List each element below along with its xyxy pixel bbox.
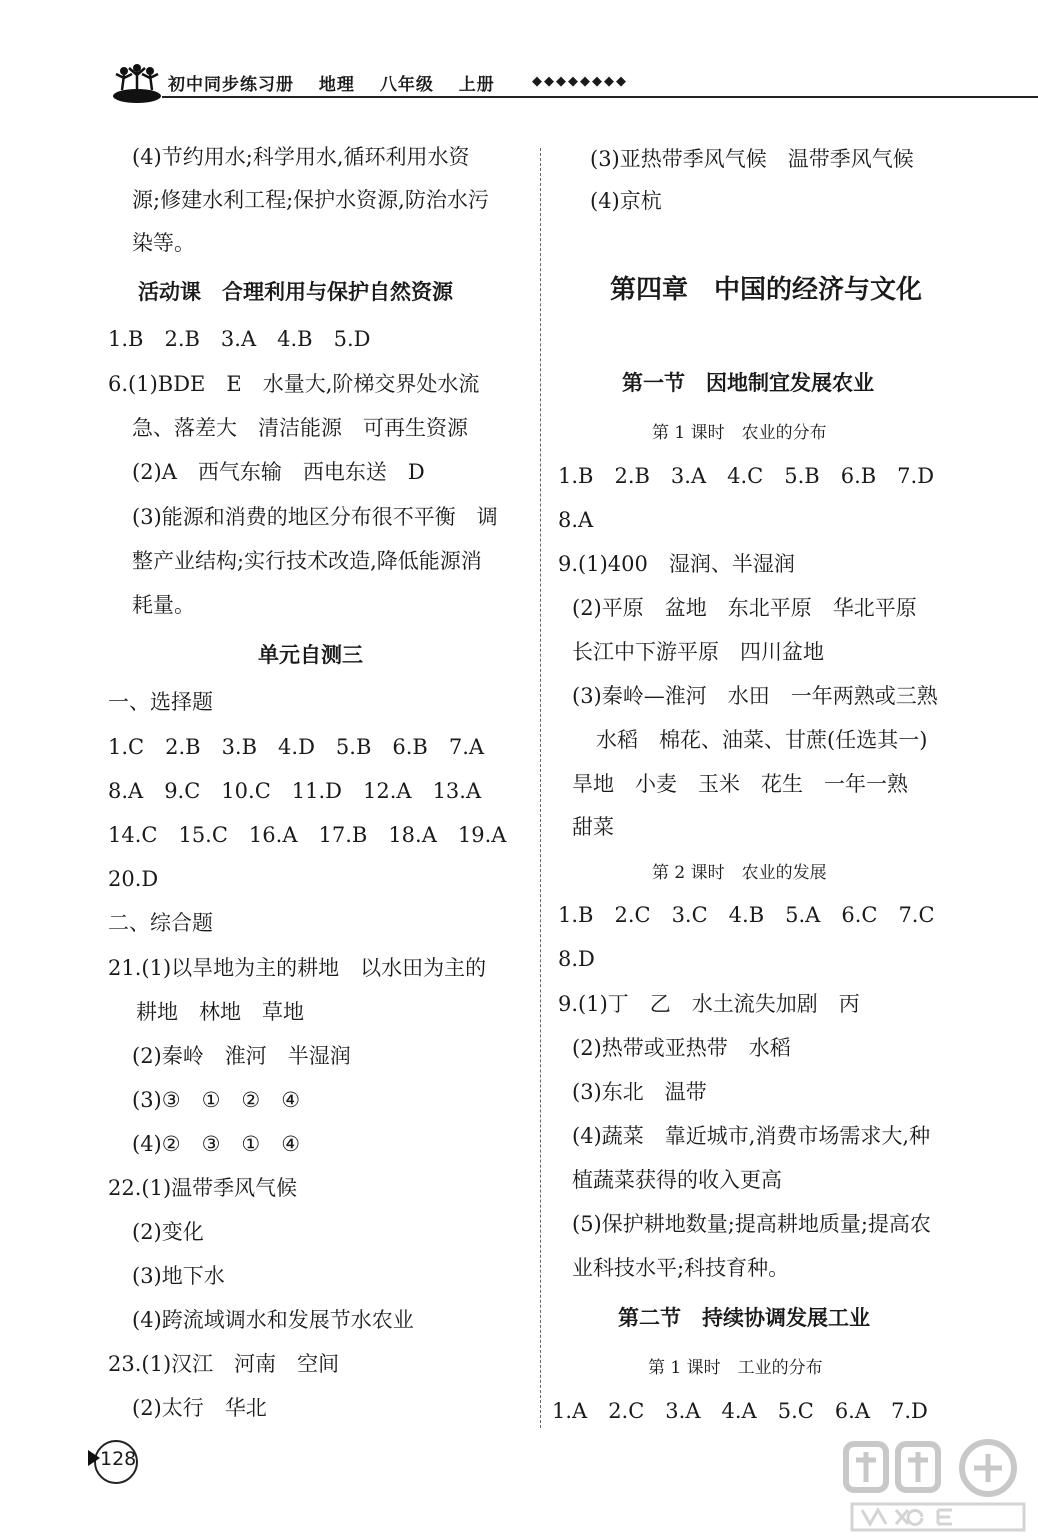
answer-line: (4)京杭 [590,189,662,213]
header-volume: 上册 [458,75,495,95]
answer-line: 耕地 林地 草地 [136,1000,304,1024]
unit-test-heading: 单元自测三 [258,643,363,667]
lesson-heading: 第 2 课时 农业的发展 [652,863,827,883]
answer-line: (5)保护耕地数量;提高耕地质量;提高农 [572,1212,931,1236]
section-heading: 第一节 因地制宜发展农业 [622,371,874,395]
page-number [88,1440,136,1488]
answer-line: 一、选择题 [108,690,213,714]
answer-line: 9.(1)400 湿润、半湿润 [558,552,795,576]
answer-line: (4)跨流域调水和发展节水农业 [132,1308,414,1332]
answer-line: 甜菜 [572,815,614,839]
answer-line: (2)变化 [132,1220,204,1244]
lesson-heading: 第 1 课时 工业的分布 [648,1358,823,1378]
answer-line: 1.B 2.B 3.A 4.B 5.D [108,327,371,351]
answer-line: 8.A [558,508,594,532]
lesson-heading: 第 1 课时 农业的分布 [652,423,827,443]
answer-line: 21.(1)以旱地为主的耕地 以水田为主的 [108,956,487,980]
answer-line: (3)秦岭—淮河 水田 一年两熟或三熟 [572,684,938,708]
section-heading: 第二节 持续协调发展工业 [618,1306,870,1330]
watermark-icon [842,1438,1032,1534]
column-divider [540,148,541,1428]
answer-line: 急、落差大 清洁能源 可再生资源 [132,416,468,440]
activity-heading: 活动课 合理利用与保护自然资源 [138,280,453,304]
answer-line: 8.A 9.C 10.C 11.D 12.A 13.A [108,779,482,803]
answer-line: 整产业结构;实行技术改造,降低能源消 [132,549,482,573]
answer-line: (2)热带或亚热带 水稻 [572,1036,791,1060]
header-title [168,70,513,95]
answer-line: (3)能源和消费的地区分布很不平衡 调 [132,505,498,529]
answer-line: 23.(1)汉江 河南 空间 [108,1352,340,1376]
header-grade: 八年级 [379,75,434,95]
watermark-logo [842,1438,1032,1534]
page-header [100,62,980,102]
answer-line: (4)蔬菜 靠近城市,消费市场需求大,种 [572,1124,931,1148]
book-logo-icon [112,62,162,104]
header-subject: 地理 [318,75,355,95]
answer-line: 二、综合题 [108,911,213,935]
answer-line: 1.B 2.B 3.A 4.C 5.B 6.B 7.D [558,464,935,488]
answer-line: 水稻 棉花、油菜、甘蔗(任选其一) [596,728,928,752]
answer-line: 14.C 15.C 16.A 17.B 18.A 19.A [108,823,507,847]
answer-line: (4)② ③ ① ④ [132,1132,301,1156]
answer-line: (3)东北 温带 [572,1080,707,1104]
answer-line: 1.A 2.C 3.A 4.A 5.C 6.A 7.D [552,1399,928,1423]
answer-line: 20.D [108,867,159,891]
answer-line: (4)节约用水;科学用水,循环利用水资 [132,145,470,169]
chapter-heading: 第四章 中国的经济与文化 [610,275,923,305]
answer-line: 6.(1)BDE E 水量大,阶梯交界处水流 [108,372,480,396]
answer-line: 1.B 2.C 3.C 4.B 5.A 6.C 7.C [558,903,935,927]
answer-line: (3)亚热带季风气候 温带季风气候 [590,147,914,171]
answer-line: 9.(1)丁 乙 水土流失加剧 丙 [558,992,860,1016]
answer-line: 1.C 2.B 3.B 4.D 5.B 6.B 7.A [108,735,485,759]
answer-line: 旱地 小麦 玉米 花生 一年一熟 [572,772,908,796]
answer-line: (2)A 西气东输 西电东送 D [132,460,425,484]
answer-line: 植蔬菜获得的收入更高 [572,1168,782,1192]
answer-line: 22.(1)温带季风气候 [108,1176,298,1200]
answer-line: (3)地下水 [132,1264,225,1288]
header-ornament: ◆◆◆◆◆◆◆◆ [532,74,628,89]
answer-line: (2)平原 盆地 东北平原 华北平原 [572,596,917,620]
answer-line: (3)③ ① ② ④ [132,1088,301,1112]
answer-line: 染等。 [132,231,195,255]
page-arrow-icon [88,1450,100,1466]
header-rule [162,96,1038,98]
answer-line: 源;修建水利工程;保护水资源,防治水污 [132,188,489,212]
answer-line: 耗量。 [132,593,195,617]
answer-line: 8.D [558,947,595,971]
answer-line: (2)太行 华北 [132,1396,267,1420]
answer-line: (2)秦岭 淮河 半湿润 [132,1044,351,1068]
header-book: 初中同步练习册 [168,75,294,95]
page-number-text: 128 [100,1448,137,1470]
answer-line: 业科技水平;科技育种。 [572,1256,790,1280]
answer-line: 长江中下游平原 四川盆地 [572,640,824,664]
